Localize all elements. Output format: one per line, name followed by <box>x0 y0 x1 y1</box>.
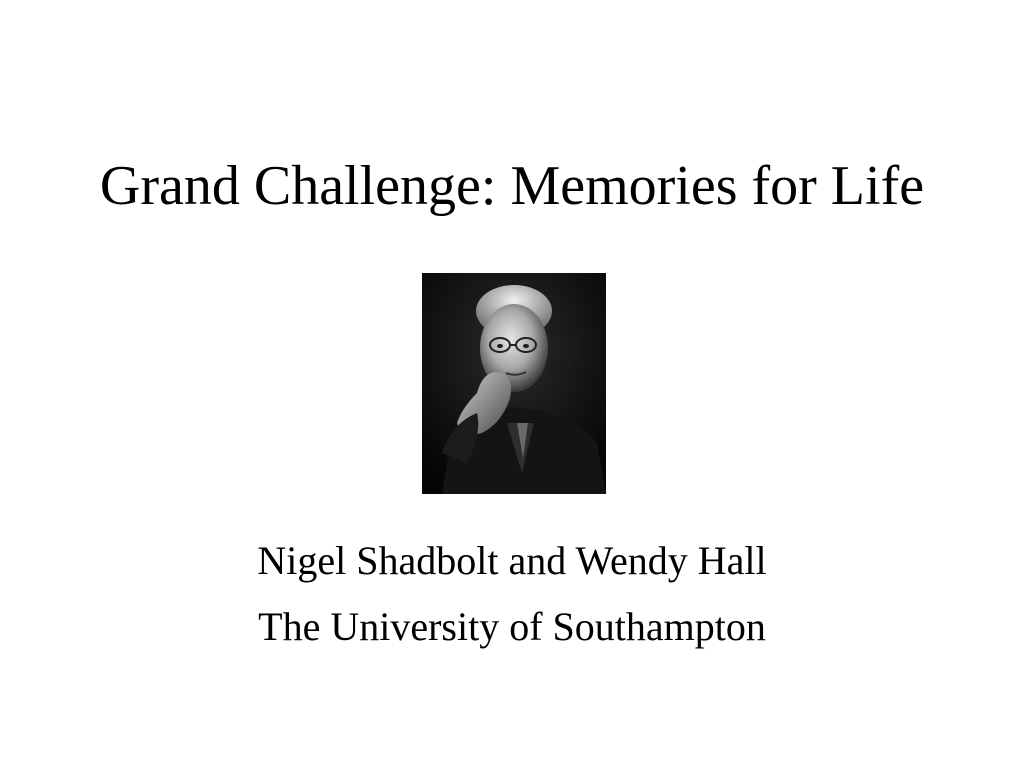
portrait-photo-icon <box>422 273 606 494</box>
portrait-photo <box>422 273 606 494</box>
slide-title: Grand Challenge: Memories for Life <box>99 155 925 217</box>
subtitle-affiliation: The University of Southampton <box>258 604 766 649</box>
subtitle-authors: Nigel Shadbolt and Wendy Hall <box>257 538 767 583</box>
